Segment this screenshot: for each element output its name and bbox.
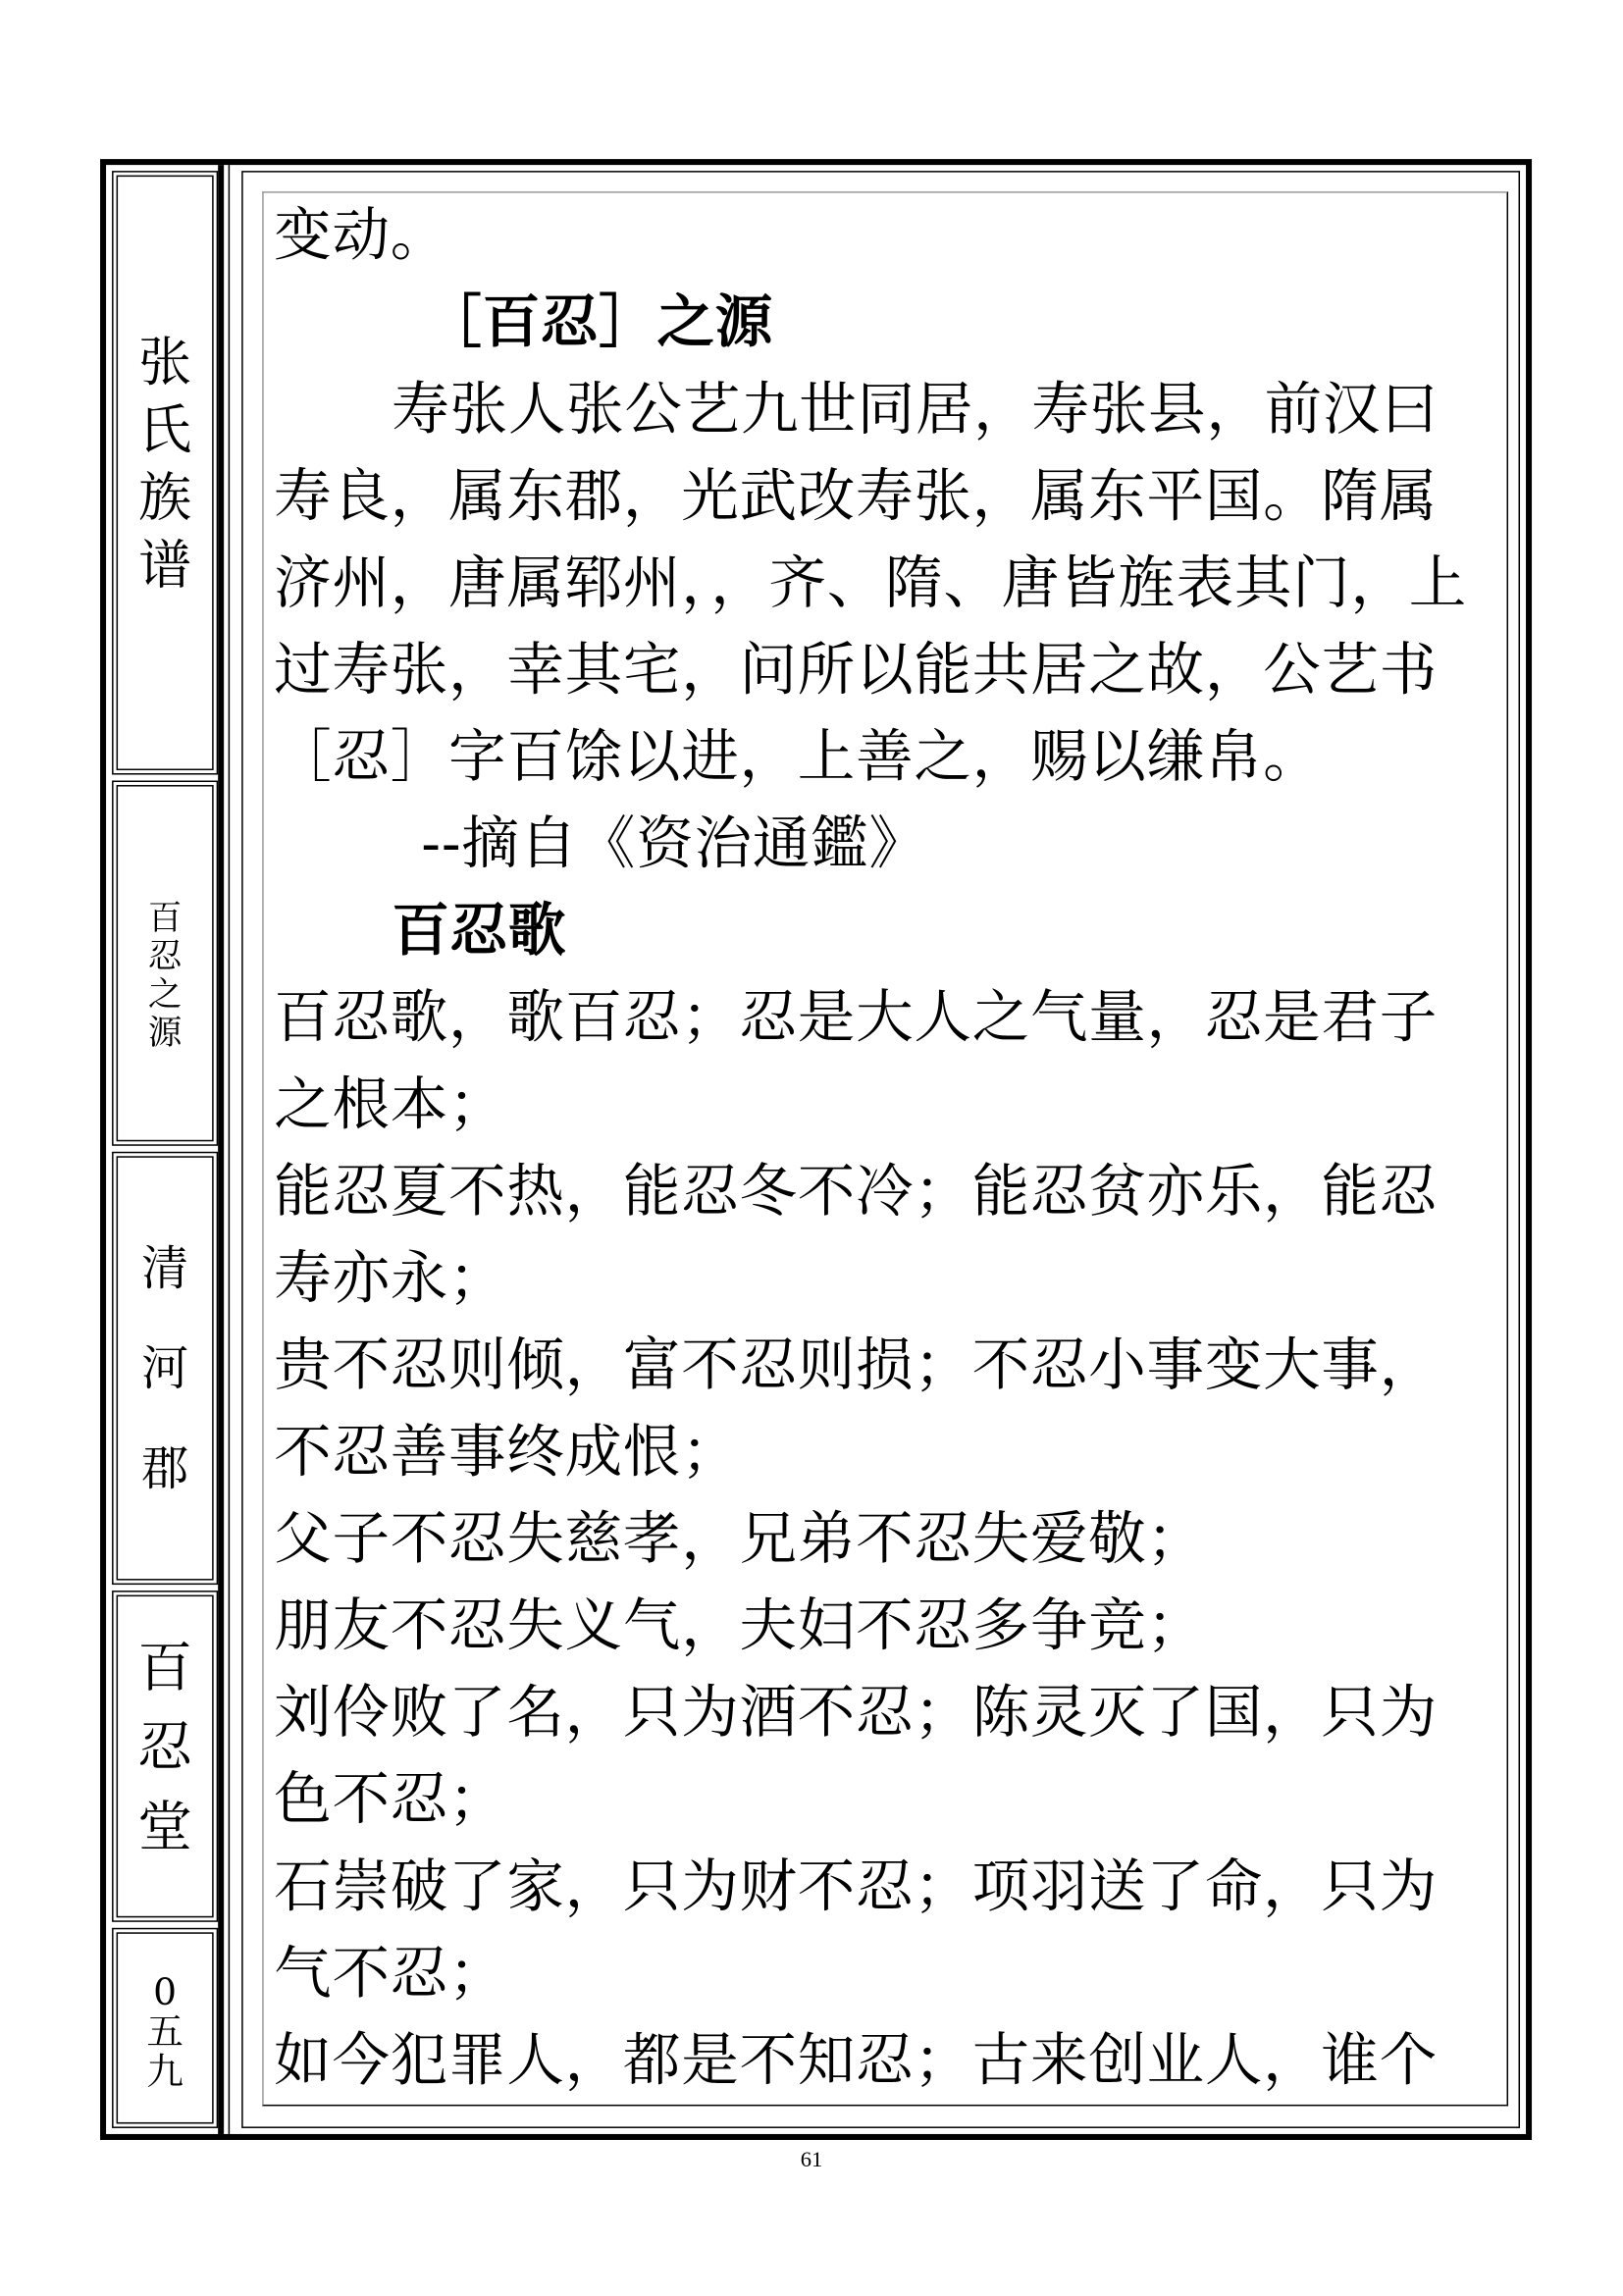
sidebar-cell-hall [112, 1591, 218, 1922]
poem-line: 气不忍； [274, 1941, 507, 2008]
poem-line: 能忍夏不热，能忍冬不冷；能忍贫亦乐，能忍 [274, 1159, 1438, 1226]
hall-name [114, 1592, 217, 1921]
column-divider-thin [229, 165, 231, 2134]
book-title-char: 氏 [138, 400, 192, 461]
sidebar-cell-region [112, 1152, 218, 1585]
section-title-char: 百 [147, 900, 183, 939]
citation: --摘自《资治通鑑》 [421, 811, 927, 878]
poem-line: 刘伶败了名，只为酒不忍；陈灵灭了国，只为 [274, 1680, 1438, 1748]
book-title [114, 173, 217, 773]
sidebar-cell-book-title [112, 171, 218, 774]
book-title-char: 张 [138, 333, 192, 393]
sidebar-cell-page-code [112, 1928, 218, 2128]
region-char: 郡 [141, 1439, 189, 1497]
section-title [114, 782, 217, 1144]
sidebar-cell-section [112, 781, 218, 1146]
page-code-char: 0 [153, 1970, 178, 2013]
hall-char: 忍 [137, 1715, 192, 1780]
poem-line: 朋友不忍失义气，夫妇不忍多争竞； [274, 1593, 1205, 1660]
section-title-char: 源 [147, 1015, 183, 1054]
poem-line: 贵不忍则倾，富不忍则损；不忍小事变大事， [274, 1332, 1438, 1399]
text-line: 寿良，属东郡，光武改寿张，属东平国。隋属 [274, 463, 1438, 531]
text-line: 变动。 [274, 203, 449, 270]
column-divider [218, 165, 224, 2134]
poem-line: 父子不忍失慈孝，兄弟不忍失爱敬； [274, 1506, 1205, 1574]
poem-line: 寿亦永； [274, 1245, 507, 1313]
poem-line: 之根本； [274, 1071, 507, 1139]
region-char: 清 [141, 1239, 189, 1296]
poem-line: 不忍善事终成恨； [274, 1419, 740, 1487]
section-title-char: 忍 [147, 938, 183, 977]
poem-line: 色不忍； [274, 1767, 507, 1834]
text-line: 过寿张，幸其宅，问所以能共居之故，公艺书 [274, 637, 1438, 704]
section-heading: ［百忍］之源 [424, 288, 774, 357]
book-title-char: 谱 [138, 536, 192, 597]
poem-title: 百忍歌 [392, 897, 567, 965]
book-title-char: 族 [138, 468, 192, 529]
page-code [114, 1929, 217, 2126]
poem-line: 百忍歌，歌百忍；忍是大人之气量，忍是君子 [274, 985, 1438, 1052]
hall-char: 堂 [137, 1795, 192, 1859]
poem-line: 石崇破了家，只为财不忍；项羽送了命，只为 [274, 1853, 1438, 1921]
region-name [114, 1153, 217, 1583]
poem-line: 如今犯罪人，都是不知忍；古来创业人，谁个 [274, 2027, 1438, 2095]
page-code-char: 九 [146, 2050, 183, 2093]
section-title-char: 之 [147, 976, 183, 1016]
text-line: 济州，唐属郓州，，齐、隋、唐皆旌表其门，上 [274, 550, 1468, 617]
text-line: ［忍］字百馀以进，上善之，赐以缣帛。 [274, 724, 1322, 792]
text-line: 寿张人张公艺九世同居，寿张县，前汉曰 [392, 377, 1440, 444]
hall-char: 百 [137, 1636, 192, 1700]
page-number: 61 [800, 2148, 823, 2172]
region-char: 河 [141, 1339, 189, 1396]
page-code-char: 五 [146, 2009, 183, 2054]
